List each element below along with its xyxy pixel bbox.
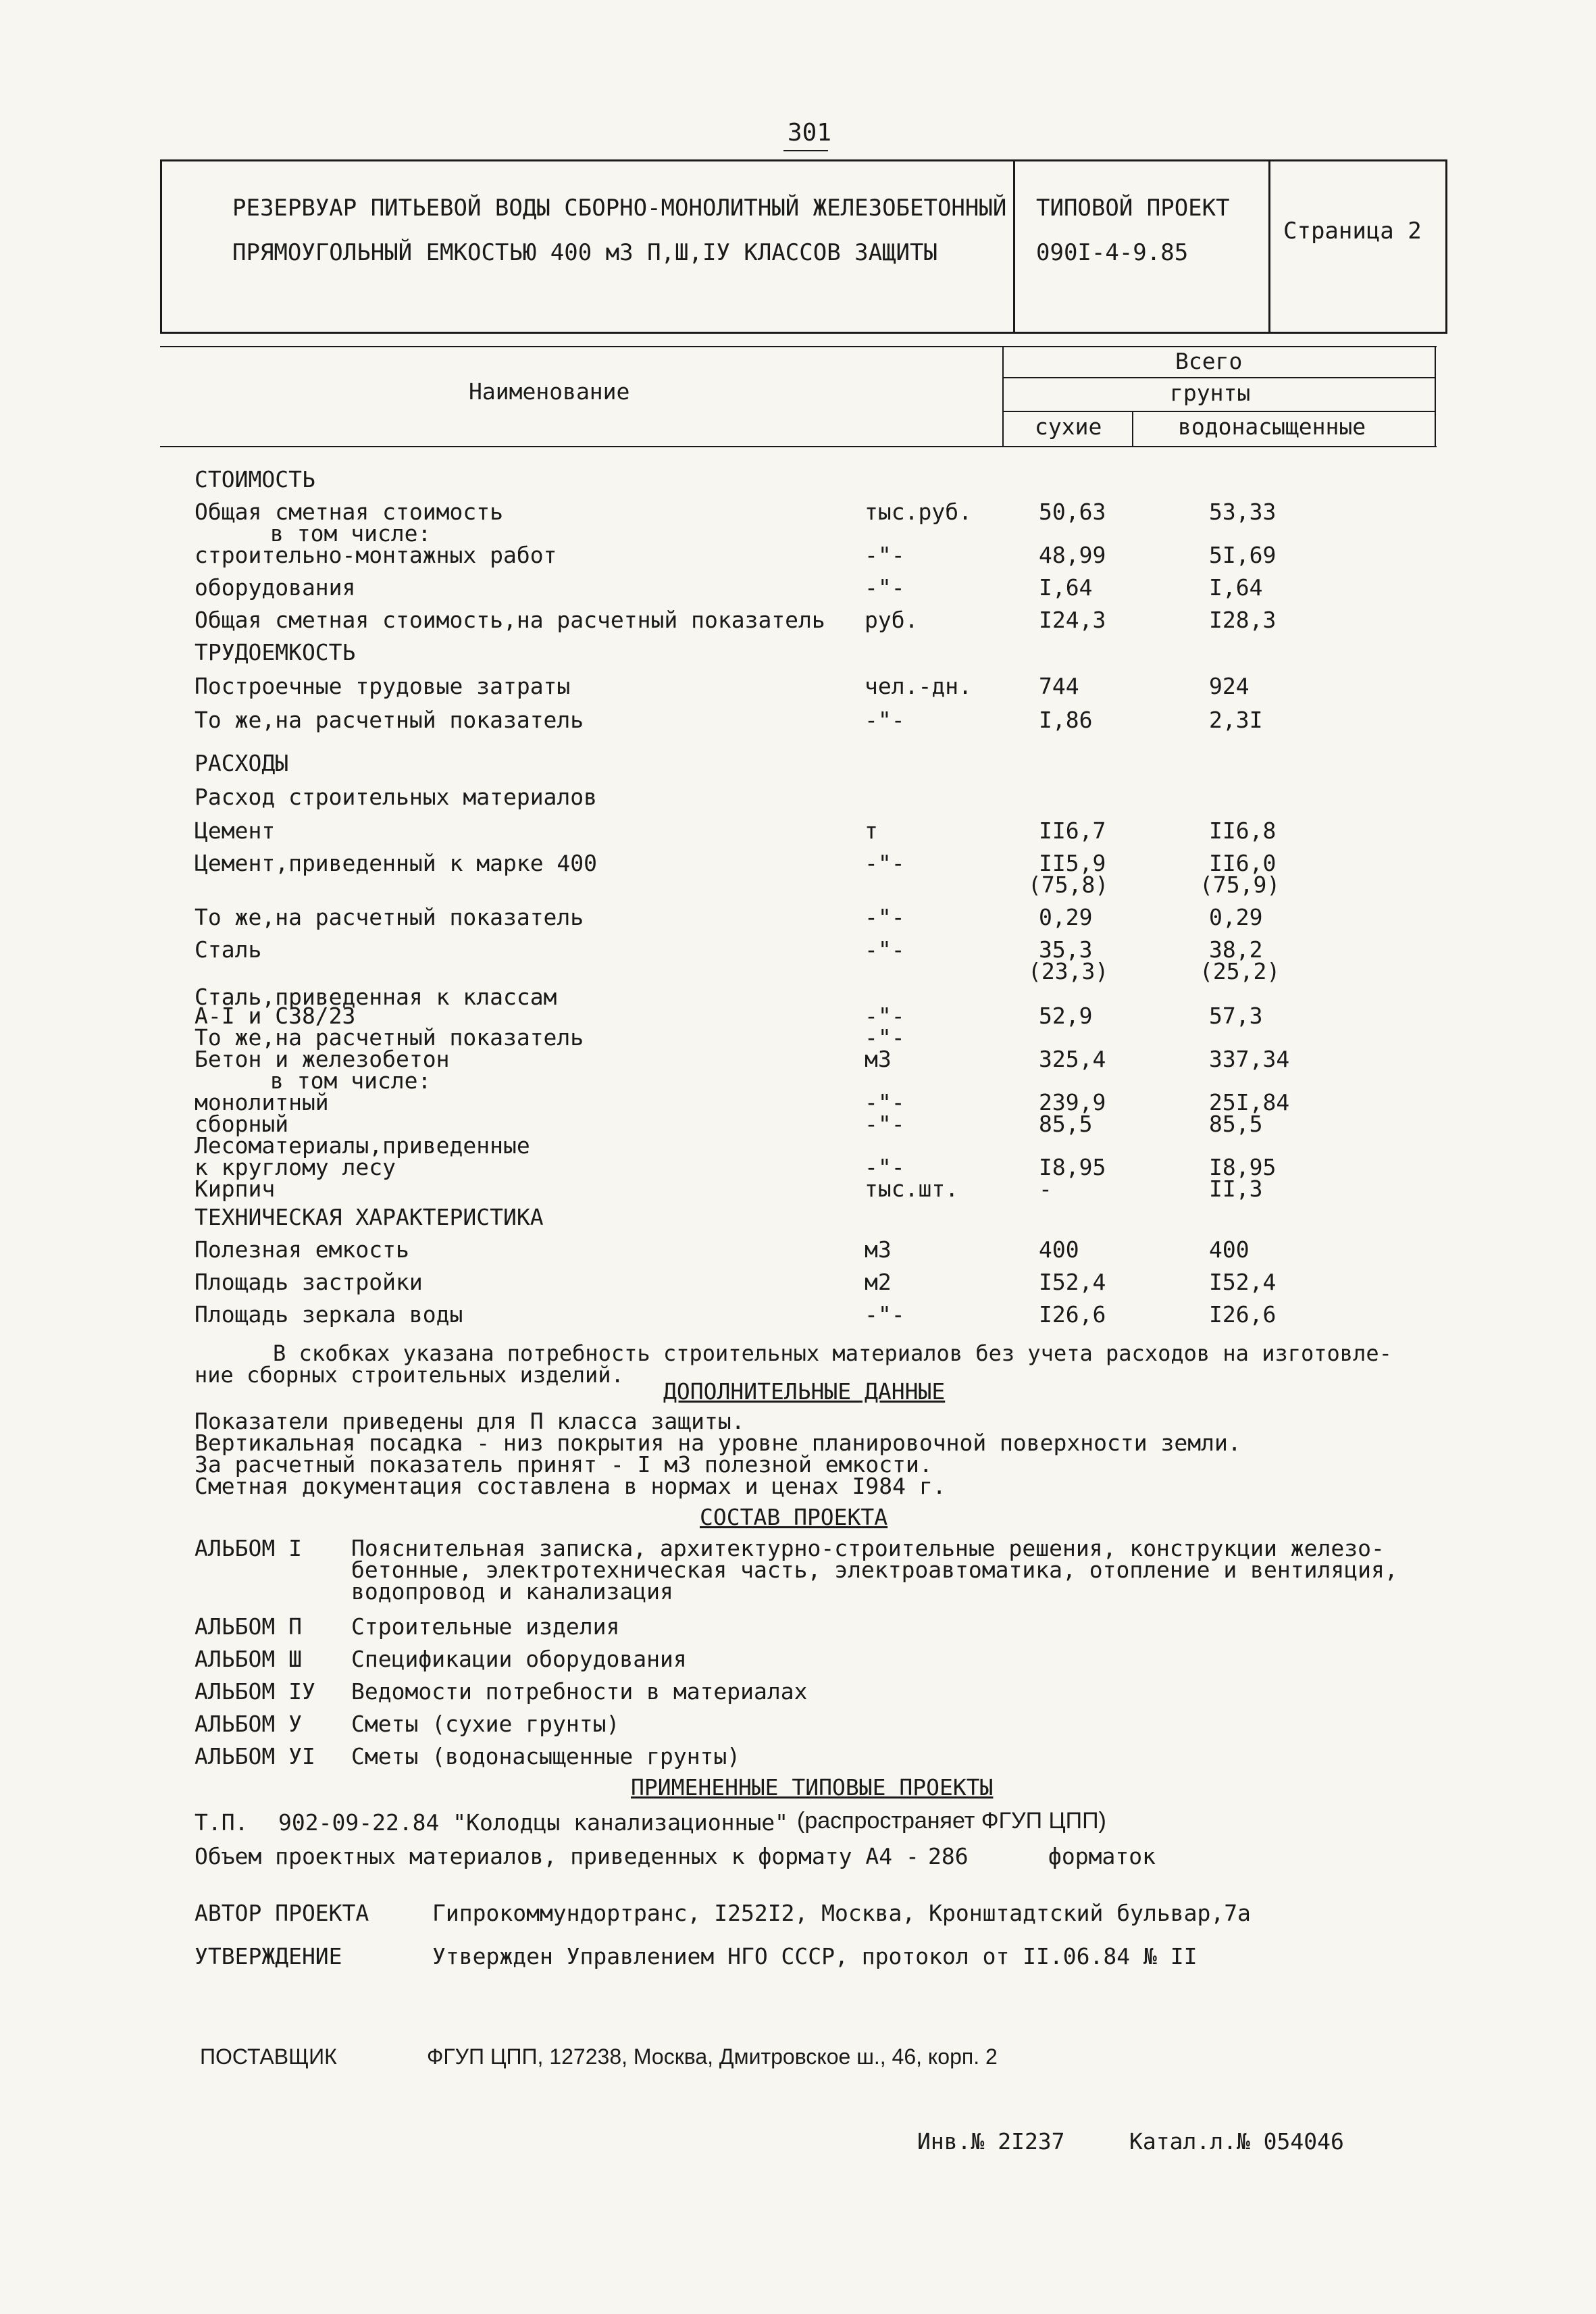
table-row: Общая сметная стоимость,на расчетный показатель руб. I24,3 I28,3 [195, 607, 1277, 633]
including-label-2: в том числе: [270, 1067, 432, 1094]
table-row: Кирпич тыс.шт. - II,3 [195, 1176, 1263, 1202]
album-item: АЛЬБОМ У Сметы (сухие грунты) [195, 1711, 620, 1737]
table-row: (75,8) (75,9) [1028, 872, 1281, 898]
table-row: оборудования -"- I,64 I,64 [195, 574, 1263, 601]
table-row: То же,на расчетный показатель -"- [195, 1024, 905, 1051]
volume-value: 286 [928, 1843, 969, 1869]
supplier-label: ПОСТАВЩИК [200, 2044, 337, 2069]
table-row: монолитный -"- 239,9 25I,84 [195, 1089, 1290, 1115]
applied-ref-text: 902-09-22.84 "Колодцы канализационные" [278, 1809, 788, 1836]
table-row: к круглому лесу -"- I8,95 I8,95 [195, 1154, 1277, 1180]
additional-line: Показатели приведены для П класса защиты. [195, 1408, 745, 1434]
additional-line: Вертикальная посадка - низ покрытия на уровне планировочной поверхности земли. [195, 1430, 1241, 1456]
inventory-number: Инв.№ 2I237 [917, 2128, 1065, 2155]
composition-title: СОСТАВ ПРОЕКТА [700, 1504, 888, 1530]
table-row: Построечные трудовые затраты чел.-дн. 744 924 [195, 673, 1250, 699]
author-value: Гипрокоммундортранс, I252I2, Москва, Кронштадтский бульвар,7а [432, 1900, 1251, 1926]
album-item-cont: водопровод и канализация [351, 1578, 673, 1605]
materials-heading: Расход строительных материалов [195, 784, 598, 810]
section-cost: СТОИМОСТЬ [195, 466, 315, 493]
section-labor: ТРУДОЕМКОСТЬ [195, 639, 356, 665]
applied-title: ПРИМЕНЕННЫЕ ТИПОВЫЕ ПРОЕКТЫ [631, 1774, 994, 1801]
page-number: 301 [788, 119, 832, 147]
table-row: То же,на расчетный показатель -"- I,86 2,3I [195, 707, 1263, 733]
table-row: Цемент т II6,7 II6,8 [195, 818, 1277, 844]
table-row: Цемент,приведенный к марке 400 -"- II5,9 II6,0 [195, 850, 1277, 876]
col-header-name: Наименование [469, 378, 630, 405]
album-item: АЛЬБОМ IУ Ведомости потребности в материалах [195, 1678, 808, 1705]
table-head-divider [1002, 346, 1004, 447]
volume-unit: форматок [1048, 1843, 1156, 1869]
table-head-top-rule [160, 346, 1437, 347]
album-item: АЛЬБОМ Ш Спецификации оборудования [195, 1646, 687, 1672]
header-divider-2 [1268, 159, 1270, 334]
note-line-2: ние сборных строительных изделий. [195, 1362, 624, 1388]
header-divider-1 [1013, 159, 1015, 334]
table-row: Полезная емкость м3 400 400 [195, 1236, 1250, 1263]
table-row: А-I и С38/23 -"- 52,9 57,3 [195, 1003, 1263, 1029]
volume-text: Объем проектных материалов, приведенных к формату А4 - [195, 1843, 919, 1869]
timber-label: Лесоматериалы,приведенные [195, 1132, 530, 1159]
col-header-total: Всего [1175, 348, 1243, 374]
table-head-rule-2 [1002, 377, 1436, 378]
steel-class-label: Сталь,приведенная к классам [195, 984, 557, 1010]
author-label: АВТОР ПРОЕКТА [195, 1900, 369, 1926]
album-item: АЛЬБОМ УI Сметы (водонасыщенные грунты) [195, 1743, 741, 1769]
approval-label: УТВЕРЖДЕНИЕ [195, 1943, 342, 1969]
album-item: АЛЬБОМ П Строительные изделия [195, 1613, 620, 1640]
col-header-dry: сухие [1035, 413, 1102, 440]
col-header-soils: грунты [1170, 380, 1251, 406]
additional-line: Сметная документация составлена в нормах и ценах I984 г. [195, 1473, 946, 1499]
table-row: строительно-монтажных работ -"- 48,99 5I,69 [195, 542, 1277, 568]
album-item: АЛЬБОМ I Пояснительная записка, архитектурно-строительные решения, конструкции железо- [195, 1535, 1385, 1561]
applied-ref-prefix: Т.П. [195, 1809, 249, 1836]
table-row: Сталь -"- 35,3 38,2 [195, 936, 1263, 963]
page-label: Страница 2 [1283, 218, 1422, 245]
section-tech: ТЕХНИЧЕСКАЯ ХАРАКТЕРИСТИКА [195, 1204, 544, 1230]
including-label: в том числе: [270, 520, 432, 547]
document-title-line2: ПРЯМОУГОЛЬНЫЙ ЕМКОСТЬЮ 400 м3 П,Ш,IУ КЛАССОВ ЗАЩИТЫ [232, 239, 937, 266]
table-head-bottom-rule [160, 446, 1437, 447]
supplier-value: ФГУП ЦПП, 127238, Москва, Дмитровское ш., 46, корп. 2 [427, 2044, 998, 2069]
album-item-cont: бетонные, электротехническая часть, электроавтоматика, отопление и вентиляция, [351, 1557, 1398, 1583]
approval-value: Утвержден Управлением НГО СССР, протокол от II.06.84 № II [432, 1943, 1198, 1969]
table-row: Площадь зеркала воды -"- I26,6 I26,6 [195, 1301, 1277, 1328]
table-row: Площадь застройки м2 I52,4 I52,4 [195, 1269, 1277, 1295]
additional-title: ДОПОЛНИТЕЛЬНЫЕ ДАННЫЕ [663, 1378, 946, 1405]
note-line-1: В скобках указана потребность строительных материалов без учета расходов на изготовле- [273, 1340, 1392, 1366]
project-code: 090I-4-9.85 [1036, 239, 1189, 266]
project-label: ТИПОВОЙ ПРОЕКТ [1036, 195, 1230, 222]
applied-ref-distributor: (распространяет ФГУП ЦПП) [797, 1808, 1106, 1834]
page-number-underline [783, 150, 828, 151]
section-consumption: РАСХОДЫ [195, 750, 289, 776]
table-head-right-border [1435, 346, 1436, 447]
table-row: Бетон и железобетон м3 325,4 337,34 [195, 1046, 1290, 1072]
table-row: сборный -"- 85,5 85,5 [195, 1111, 1263, 1137]
table-head-soil-divider [1132, 411, 1133, 447]
additional-line: За расчетный показатель принят - I м3 полезной емкости. [195, 1451, 933, 1478]
table-head-rule-3 [1002, 411, 1436, 412]
catalog-number: Катал.л.№ 054046 [1129, 2128, 1344, 2155]
table-row: Общая сметная стоимость тыс.руб. 50,63 53,33 [195, 499, 1277, 525]
table-row: (23,3) (25,2) [1028, 958, 1281, 984]
col-header-wet: водонасыщенные [1178, 413, 1366, 440]
document-title-line1: РЕЗЕРВУАР ПИТЬЕВОЙ ВОДЫ СБОРНО-МОНОЛИТНЫЙ ЖЕЛЕЗОБЕТОННЫЙ [232, 195, 1007, 222]
table-row: То же,на расчетный показатель -"- 0,29 0,29 [195, 904, 1263, 930]
